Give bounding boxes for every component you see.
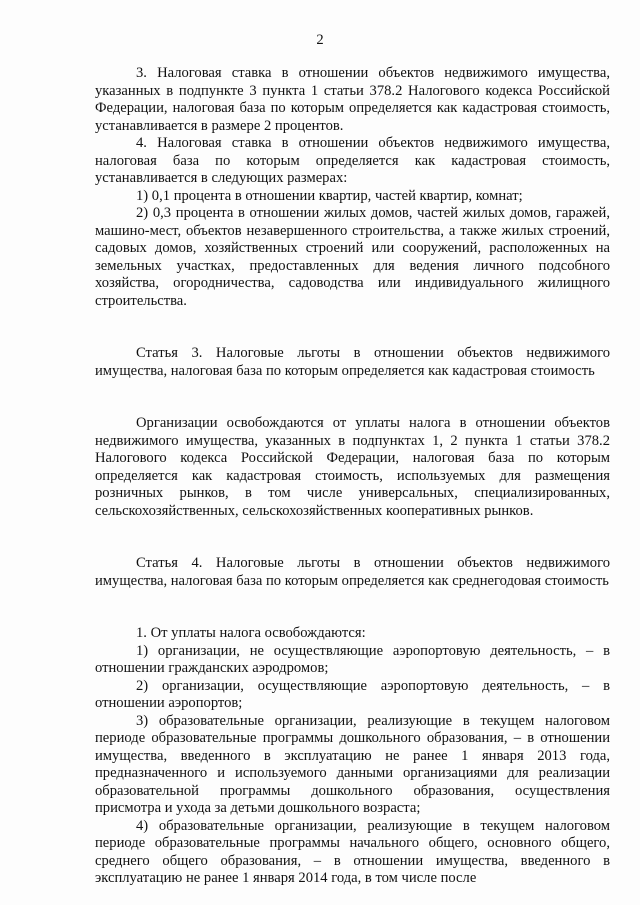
paragraph: Статья 4. Налоговые льготы в отношении объектов недвижимого имущества, налоговая база по которым определяется как среднегодовая стоимость [95, 555, 610, 589]
paragraph: 1) организации, не осуществляющие аэропортовую деятельность, – в отношении гражданских аэродромов; [95, 642, 610, 676]
paragraph-spacer [95, 380, 610, 398]
paragraph: 4) образовательные организации, реализующие в текущем налоговом периоде образовательные программы начального общего, основного общего, среднего общего образования, – в отношении имущества, введенного в эксплуатацию не ранее 1 января 2014 года, в том числе после [95, 817, 610, 886]
paragraph: Статья 3. Налоговые льготы в отношении объектов недвижимого имущества, налоговая база по которым определяется как кадастровая стоимость [95, 345, 610, 379]
paragraph: 2) организации, осуществляющие аэропортовую деятельность, – в отношении аэропортов; [95, 677, 610, 711]
paragraph: 3) образовательные организации, реализующие в текущем налоговом периоде образовательные программы дошкольного образования, – в отношении имущества, введенного в эксплуатацию не ранее 1 января 2013 года, предназначенного и используемого данными организациями для реализации образовательной программы дошкольного образования, осуществления присмотра и ухода за детьми дошкольного возраста; [95, 712, 610, 816]
paragraph-spacer [95, 398, 610, 416]
paragraph: Организации освобождаются от уплаты налога в отношении объектов недвижимого имущества, указанных в подпунктах 1, 2 пункта 1 статьи 378.2 Налогового кодекса Российской Федерации, налоговая база по которым определяется как кадастровая стоимость, используемых для размещения розничных рынков, в том числе универсальных, специализированных, сельскохозяйственных, сельскохозяйственных кооперативных рынков. [95, 415, 610, 519]
paragraph-spacer [95, 310, 610, 328]
paragraph: 1. От уплаты налога освобождаются: [136, 625, 366, 641]
paragraph-spacer [95, 520, 610, 538]
paragraph: 2) 0,3 процента в отношении жилых домов, частей жилых домов, гаражей, машино-мест, объектов незавершенного строительства, а также жилых строений, садовых домов, хозяйственных строений или сооружений, расположенных на земельных участках, предоставленных для ведения личного подсобного хозяйства, огородничества, садоводства или индивидуального жилищного строительства. [95, 205, 610, 309]
paragraph: 4. Налоговая ставка в отношении объектов недвижимого имущества, налоговая база по которым определяется как кадастровая стоимость, устанавливается в следующих размерах: [95, 135, 610, 186]
paragraph-spacer [95, 538, 610, 556]
paragraph: 1) 0,1 процента в отношении квартир, частей квартир, комнат; [136, 187, 523, 204]
paragraph-spacer [95, 608, 610, 626]
paragraph-spacer [95, 590, 610, 608]
paragraph-spacer [95, 328, 610, 346]
document-body [95, 65, 610, 888]
paragraph: 3. Налоговая ставка в отношении объектов недвижимого имущества, указанных в подпункте 3 пункта 1 статьи 378.2 Налогового кодекса Российской Федерации, налоговая база по которым определяется как кадастровая стоимость, устанавливается в размере 2 процентов. [95, 65, 610, 134]
page-number: 2 [316, 32, 324, 48]
